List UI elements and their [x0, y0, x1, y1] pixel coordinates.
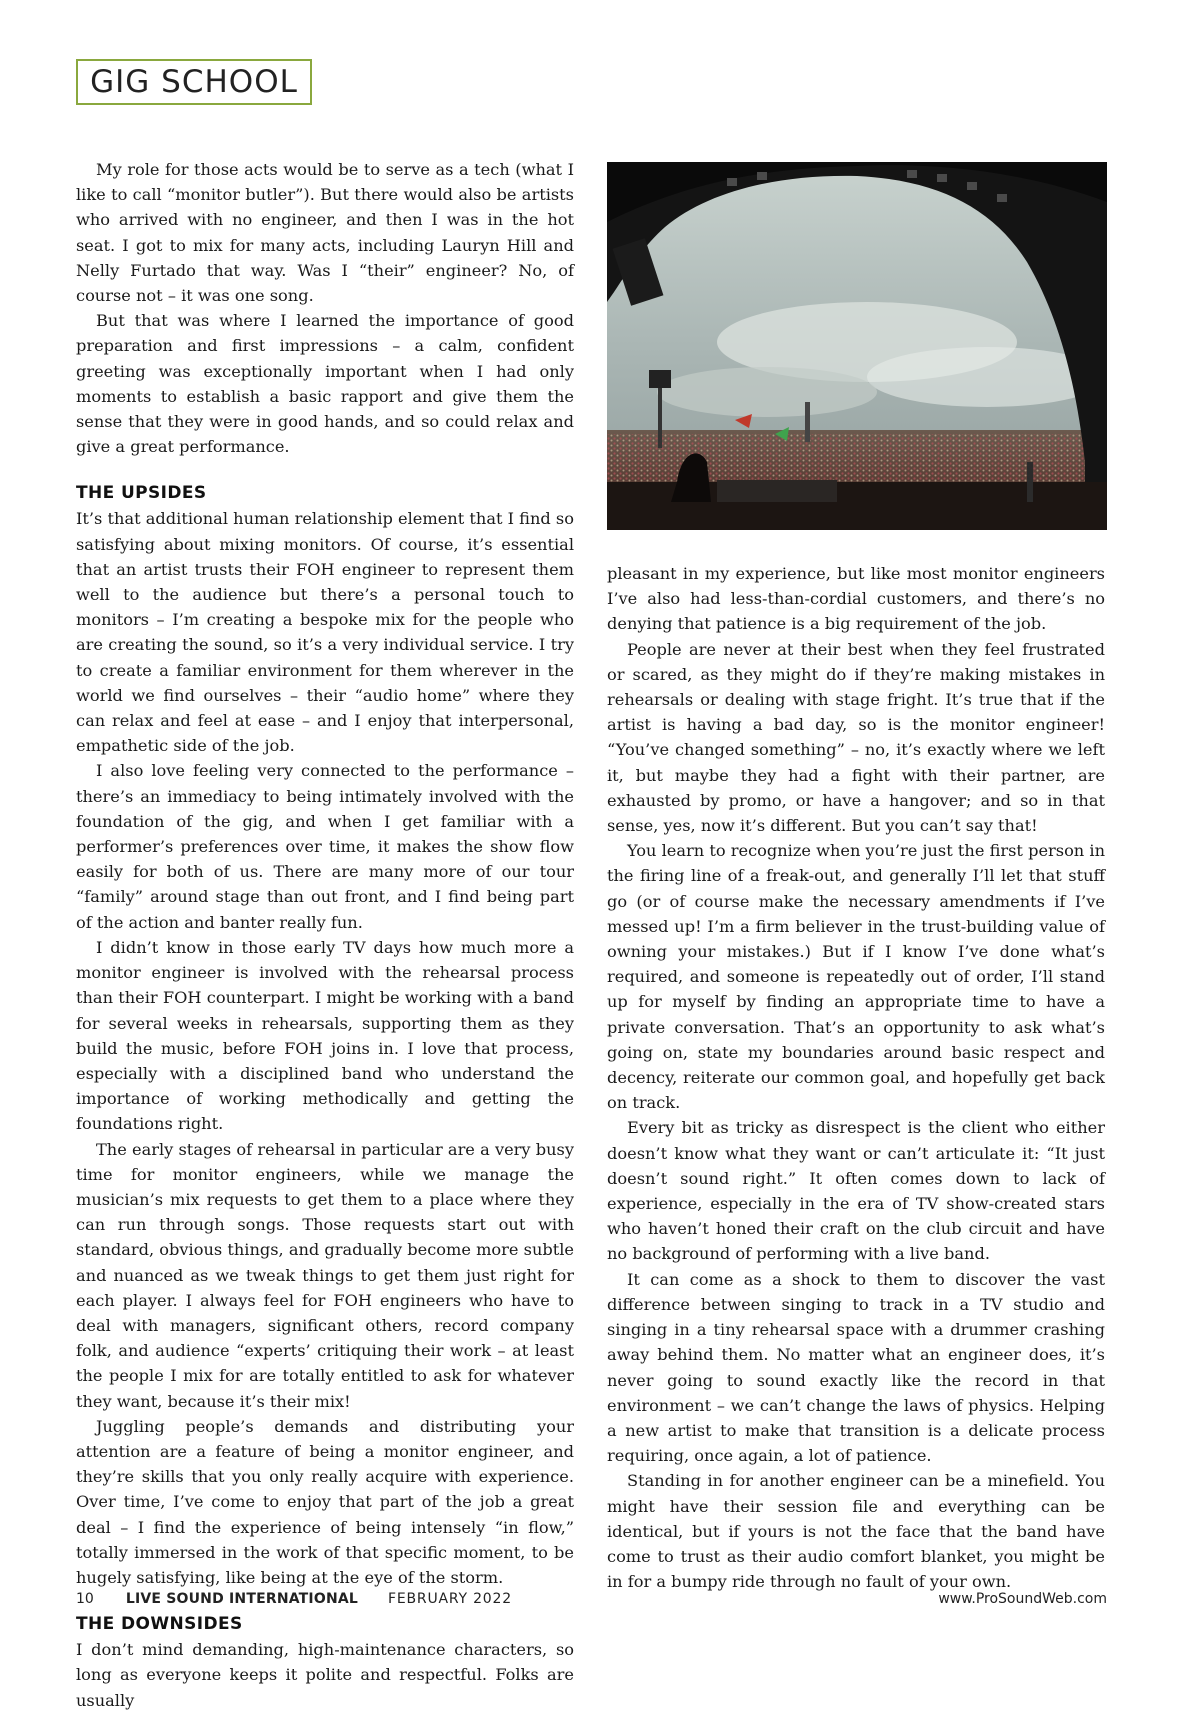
- paragraph: My role for those acts would be to serve as a tech (what I like to call “monitor butler”). But there would also be artists who arrived with no engineer, and then I was in the hot seat. I got to mix for many acts, including Lauryn Hill and Nelly Furtado that way. Was I “their” engineer? No, of course not – it was one song.: [76, 160, 574, 306]
- section-tag: GIG SCHOOL: [76, 59, 312, 105]
- issue-date: FEBRUARY 2022: [388, 1591, 512, 1607]
- article-column-right: [607, 561, 1105, 1594]
- paragraph: Standing in for another engineer can be a minefield. You might have their session file and everything can be identical, but if yours is not the face that the band have come to trust as their audio comfort blanket, you might be in for a bumpy ride through no fault of your own.: [607, 1471, 1105, 1592]
- paragraph: I don’t mind demanding, high-maintenance characters, so long as everyone keeps it polite and respectful. Folks are usually: [76, 1640, 574, 1710]
- section-heading: THE UPSIDES: [76, 483, 207, 504]
- section-heading: THE DOWNSIDES: [76, 1614, 243, 1635]
- paragraph: But that was where I learned the importance of good preparation and first impressions – a calm, confident greeting was exceptionally important when I had only moments to establish a basic rapport and give them the sense that they were in good hands, and so could relax and give a great performance.: [76, 311, 574, 457]
- page-number: 10: [76, 1591, 94, 1607]
- paragraph: I didn’t know in those early TV days how much more a monitor engineer is involved with the rehearsal process than their FOH counterpart. I might be working with a band for several weeks in rehearsals, supporting them as they build the music, before FOH joins in. I love that process, especially with a disciplined band who understand the importance of working methodically and getting the foundations right.: [76, 937, 574, 1134]
- page-footer: [76, 1591, 1107, 1607]
- paragraph: pleasant in my experience, but like most monitor engineers I’ve also had less-than-cordial customers, and there’s no denying that patience is a big requirement of the job.: [607, 564, 1105, 634]
- paragraph: It’s that additional human relationship element that I find so satisfying about mixing monitors. Of course, it’s essential that an artist trusts their FOH engineer to represent them well to the audience but there’s a personal touch to monitors – I’m creating a bespoke mix for the people who are creating the sound, so it’s a very individual service. I try to create a familiar environment for them wherever in the world we find ourselves – their “audio home” where they can relax and feel at ease – and I enjoy that interpersonal, empathetic side of the job.: [76, 509, 574, 756]
- paragraph: Juggling people’s demands and distributing your attention are a feature of being a monitor engineer, and they’re skills that you only really acquire with experience. Over time, I’ve come to enjoy that part of the job a great deal – I find the experience of being intensely “in flow,” totally immersed in the work of that specific moment, to be hugely satisfying, like being at the eye of the storm.: [76, 1416, 574, 1587]
- paragraph: It can come as a shock to them to discover the vast difference between singing to track in a TV studio and singing in a tiny rehearsal space with a drummer crashing away behind them. No matter what an engineer does, it’s never going to sound exactly like the record in that environment – we can’t change the laws of physics. Helping a new artist to make that transition is a delicate process requiring, once again, a lot of patience.: [607, 1269, 1105, 1466]
- publication-name: LIVE SOUND INTERNATIONAL: [125, 1591, 359, 1607]
- festival-stage-photo: [607, 162, 1107, 530]
- paragraph: People are never at their best when they feel frustrated or scared, as they might do if they’re making mistakes in rehearsals or dealing with stage fright. It’s true that if the artist is having a bad day, so is the monitor engineer! “You’ve changed something” – no, it’s exactly where we left it, but maybe they had a fight with their partner, are exhausted by promo, or have a hangover; and so in that sense, yes, now it’s different. But you can’t say that!: [607, 639, 1105, 836]
- website-link[interactable]: www.ProSoundWeb.com: [938, 1591, 1107, 1607]
- paragraph: The early stages of rehearsal in particular are a very busy time for monitor engineers, while we manage the musician’s mix requests to get them to a place where they can run through songs. Those requests start out with standard, obvious things, and gradually become more subtle and nuanced as we tweak things to get them just right for each player. I always feel for FOH engineers who have to deal with managers, significant others, record company folk, and audience “experts’ critiquing their work – at least the people I mix for are totally entitled to ask for whatever they want, because it’s their mix!: [76, 1139, 575, 1411]
- paragraph: You learn to recognize when you’re just the first person in the firing line of a freak-out, and generally I’ll let that stuff go (or of course make the necessary amendments if I’ve messed up! I’m a firm believer in the trust-building value of owning your mistakes.) But if I know I’ve done what’s required, and someone is repeatedly out of order, I’ll stand up for myself by finding an appropriate time to have a private conversation. That’s an opportunity to ask what’s going on, state my boundaries around basic respect and decency, reiterate our common goal, and hopefully get back on track.: [607, 841, 1105, 1113]
- paragraph: I also love feeling very connected to the performance – there’s an immediacy to being intimately involved with the foundation of the gig, and when I get familiar with a performer’s preferences over time, it makes the show flow easily for both of us. There are many more of our tour “family” around stage than out front, and I find being part of the action and banter really fun.: [76, 761, 574, 932]
- paragraph: Every bit as tricky as disrespect is the client who either doesn’t know what they want or can’t articulate it: “It just doesn’t sound right.” It often comes down to lack of experience, especially in the era of TV show-created stars who haven’t honed their craft on the club circuit and have no background of performing with a live band.: [607, 1118, 1105, 1264]
- article-column-left: [76, 157, 574, 1713]
